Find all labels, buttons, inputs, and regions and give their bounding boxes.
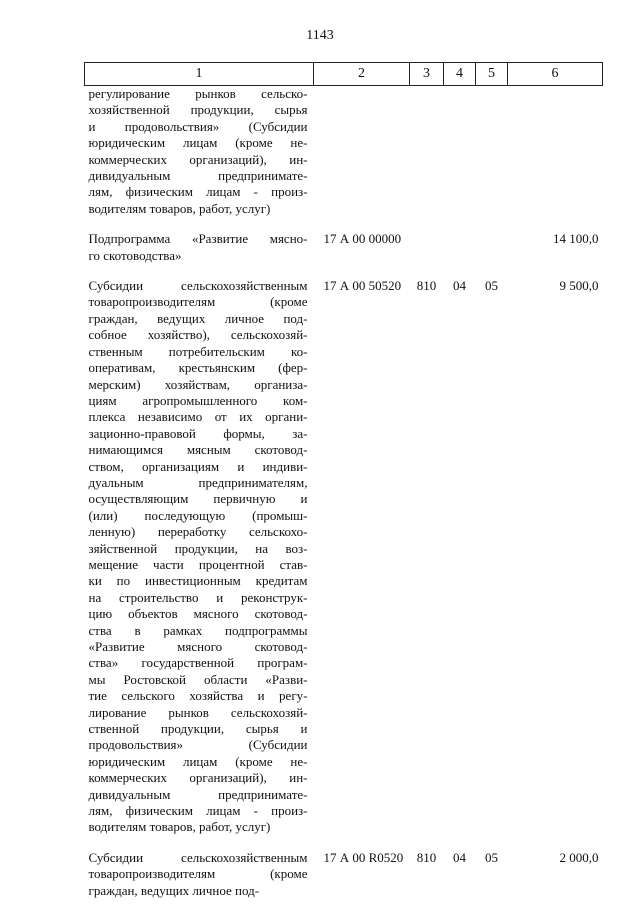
description-line: товаропроизводителям (кроме <box>88 866 308 882</box>
description-line: ства в рамках подпрограммы <box>88 622 308 638</box>
description-line: регулирование рынков сельско- <box>88 86 308 101</box>
row-code <box>314 86 410 218</box>
table-row <box>85 231 603 264</box>
header-col-6: 6 <box>508 63 603 86</box>
row-code: 17 А 00 50520 <box>323 278 402 294</box>
row-col5: 05 <box>485 278 498 294</box>
description-line: цию объектов мясного скотовод- <box>88 606 308 622</box>
description-line: дивидуальным предпринимате- <box>88 786 308 802</box>
row-description <box>85 231 314 264</box>
description-line: осуществляющим первичную и <box>88 491 308 507</box>
row-col5: 05 <box>485 849 498 865</box>
row-col3: 810 <box>416 849 437 865</box>
description-line: плекса независимо от их органи- <box>88 409 308 425</box>
row-col3 <box>410 231 444 264</box>
description-line: Подпрограмма «Развитие мясно- <box>88 231 308 247</box>
row-spacer <box>85 264 603 278</box>
description-line: ства» государственной програм- <box>88 655 308 671</box>
row-col4 <box>444 86 476 218</box>
description-line: (или) последующую (промыш- <box>88 507 308 523</box>
description-line: и продовольствия» (Субсидии <box>88 118 308 134</box>
header-col-2: 2 <box>314 63 410 86</box>
row-spacer-cell <box>85 217 603 231</box>
description-line: дивидуальным предпринимате- <box>88 168 308 184</box>
description-line: тие сельского хозяйства и регу- <box>88 688 308 704</box>
description-line: «Развитие мясного скотовод- <box>88 639 308 654</box>
description-line: коммерческих организаций), ин- <box>88 770 308 786</box>
page-number: 1143 <box>306 28 334 43</box>
description-line: Субсидии сельскохозяйственным <box>88 849 308 865</box>
description-line: на строительство и реконструк- <box>88 589 308 605</box>
row-amount <box>508 86 603 218</box>
description-line: ки по инвестиционным кредитам <box>88 573 308 589</box>
description-line: водителям товаров, работ, услуг) <box>88 819 271 835</box>
description-line: ственным потребительским ко- <box>88 343 308 359</box>
description-line: юридическим лицам (кроме не- <box>88 135 308 151</box>
description-line: водителям товаров, работ, услуг) <box>88 200 271 216</box>
row-spacer-cell <box>85 264 603 278</box>
row-col3 <box>410 86 444 218</box>
row-col3: 810 <box>416 278 437 294</box>
description-line: мещение части процентной став- <box>88 556 308 572</box>
header-col-3: 3 <box>410 63 444 86</box>
description-line: товаропроизводителям (кроме <box>88 294 308 310</box>
description-line: Субсидии сельскохозяйственным <box>88 278 308 294</box>
budget-table <box>84 62 603 899</box>
row-spacer-cell <box>85 836 603 850</box>
row-col4: 04 <box>453 278 466 294</box>
row-code: 17 А 00 R0520 <box>323 849 404 865</box>
row-amount: 9 500,0 <box>559 278 599 294</box>
row-col5 <box>476 231 508 264</box>
description-line: лям, физическим лицам - произ- <box>88 184 308 200</box>
row-spacer <box>85 217 603 231</box>
row-code: 17 А 00 00000 <box>323 231 402 247</box>
description-line: циям агропромышленного ком- <box>88 392 308 408</box>
description-line: мерским) хозяйствам, организа- <box>88 376 308 392</box>
header-col-5: 5 <box>476 63 508 86</box>
description-line: мы Ростовской области «Разви- <box>88 671 308 687</box>
description-line: лирование рынков сельскохозяй- <box>88 704 308 720</box>
description-line: дуальным предпринимателям, <box>88 474 308 490</box>
row-col4: 04 <box>453 849 466 865</box>
header-col-4: 4 <box>444 63 476 86</box>
description-line: го скотоводства» <box>88 247 182 263</box>
description-line: собное хозяйство), сельскохозяй- <box>88 327 308 343</box>
description-line: оперативам, крестьянским (фер- <box>88 360 308 376</box>
description-line: граждан, ведущих личное под- <box>88 882 260 898</box>
row-description <box>85 278 314 836</box>
row-amount: 2 000,0 <box>559 849 599 865</box>
table-row <box>85 850 603 899</box>
row-col4 <box>444 231 476 264</box>
description-line: ленную) переработку сельскохо- <box>88 524 308 540</box>
description-line: коммерческих организаций), ин- <box>88 151 308 167</box>
description-line: юридическим лицам (кроме не- <box>88 753 308 769</box>
table-row <box>85 86 603 218</box>
row-description <box>85 850 314 899</box>
description-line: ством, организациям и индиви- <box>88 458 308 474</box>
row-amount: 14 100,0 <box>553 231 599 247</box>
header-col-1: 1 <box>85 63 314 86</box>
table-row <box>85 278 603 836</box>
description-line: ственной продукции, сырья и <box>88 721 308 737</box>
description-line: зяйственной продукции, на воз- <box>88 540 308 556</box>
row-description <box>85 86 314 218</box>
description-line: лям, физическим лицам - произ- <box>88 803 308 819</box>
row-col5 <box>476 86 508 218</box>
description-line: продовольствия» (Субсидии <box>88 737 308 753</box>
description-line: хозяйственной продукции, сырья <box>88 102 308 118</box>
description-line: граждан, ведущих личное под- <box>88 310 308 326</box>
description-line: нимающимся мясным скотовод- <box>88 442 308 458</box>
description-line: зационно-правовой формы, за- <box>88 425 308 441</box>
header-row <box>85 63 603 86</box>
row-spacer <box>85 836 603 850</box>
